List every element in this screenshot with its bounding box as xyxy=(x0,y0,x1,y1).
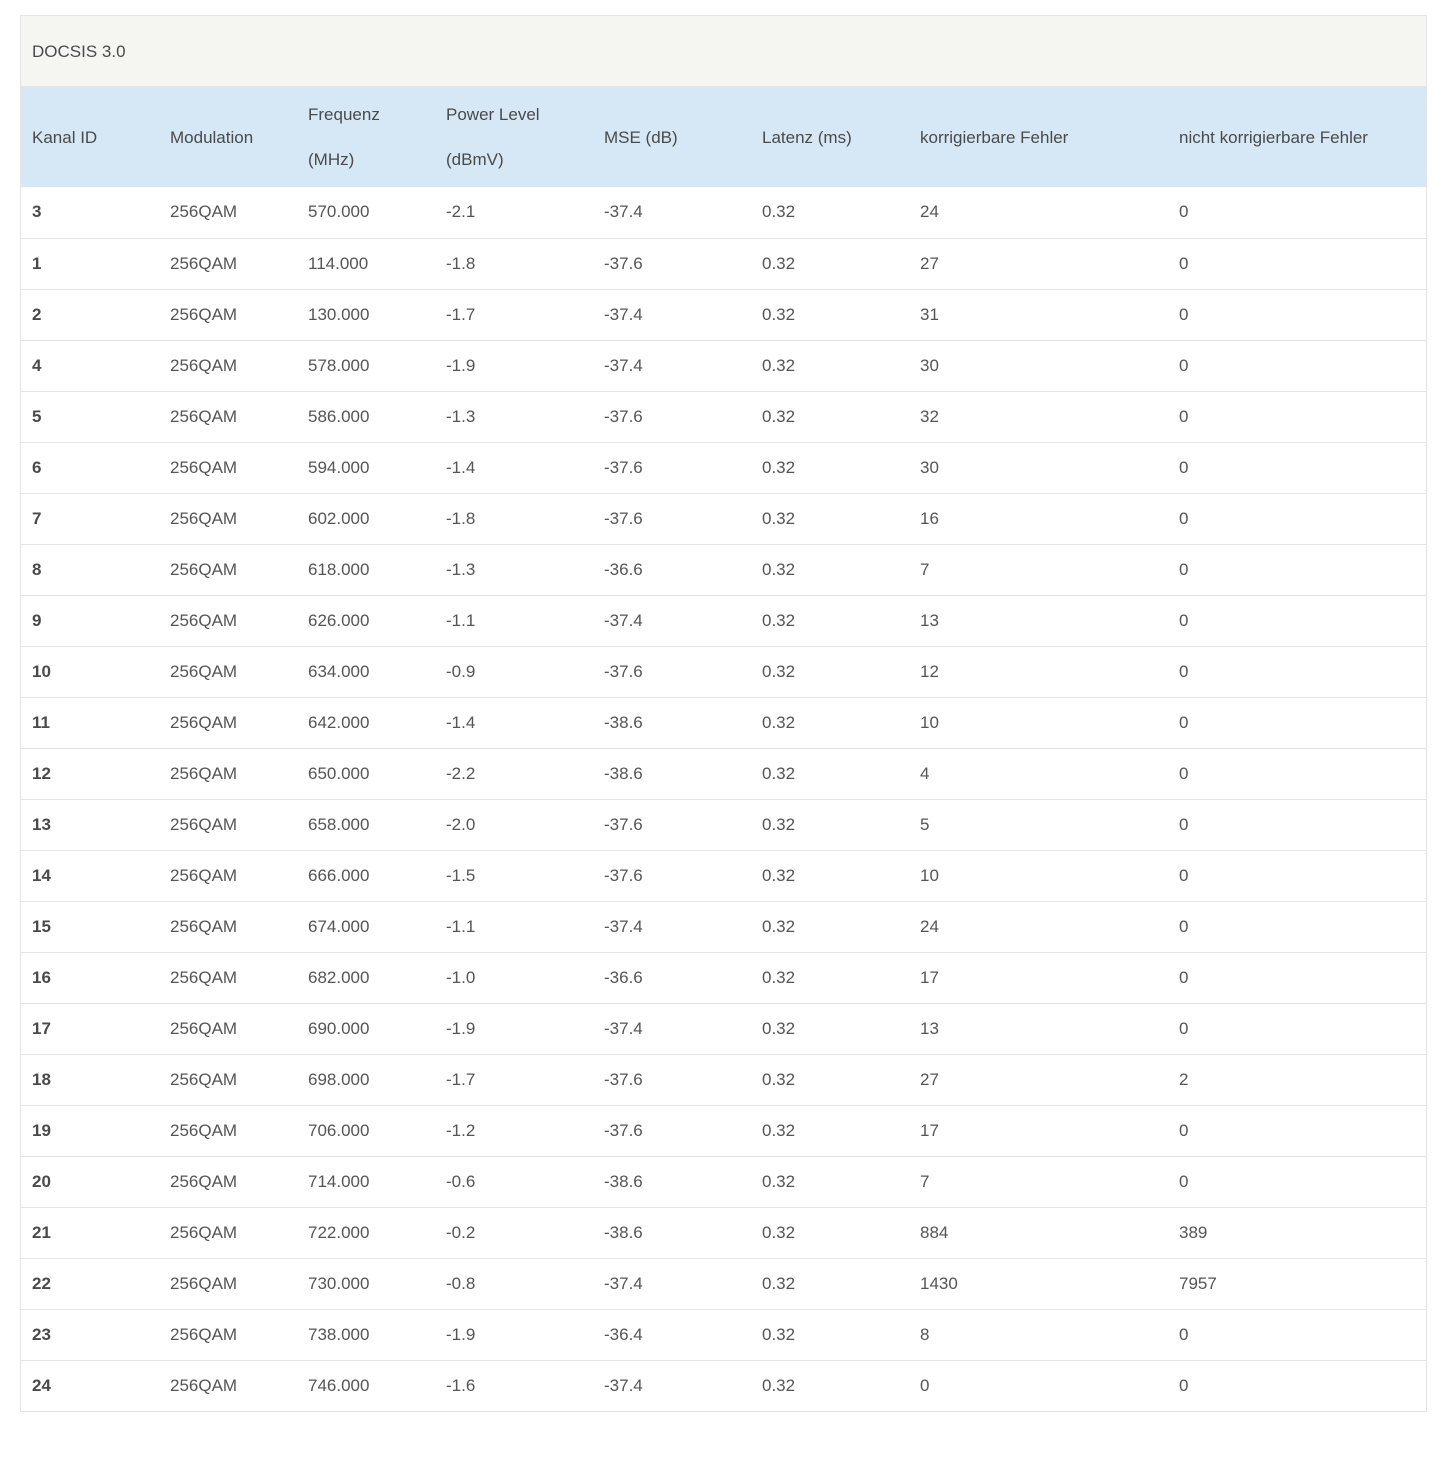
cell-latenz: 0.32 xyxy=(762,355,796,375)
cell-kanal-id: 15 xyxy=(32,916,51,936)
table-row xyxy=(21,952,1426,1003)
docsis-panel xyxy=(20,15,1427,1412)
cell-nicht-korrigierbare-fehler: 0 xyxy=(1179,967,1189,987)
cell-power-level: -1.5 xyxy=(446,865,476,885)
cell-power-level: -1.3 xyxy=(446,559,476,579)
cell-frequenz: 578.000 xyxy=(308,355,370,375)
table-row xyxy=(21,544,1426,595)
cell-korrigierbare-fehler: 31 xyxy=(920,304,939,324)
cell-kanal-id: 4 xyxy=(32,355,42,375)
cell-power-level: -1.6 xyxy=(446,1375,476,1395)
cell-modulation: 256QAM xyxy=(170,253,238,273)
table-row xyxy=(21,799,1426,850)
cell-mse: -37.6 xyxy=(604,1120,643,1140)
cell-mse: -38.6 xyxy=(604,1222,643,1242)
cell-korrigierbare-fehler: 4 xyxy=(920,763,930,783)
cell-power-level: -1.4 xyxy=(446,457,476,477)
cell-mse: -36.6 xyxy=(604,967,643,987)
cell-kanal-id: 16 xyxy=(32,967,51,987)
table-row xyxy=(21,1309,1426,1360)
cell-korrigierbare-fehler: 27 xyxy=(920,253,939,273)
cell-latenz: 0.32 xyxy=(762,814,796,834)
cell-power-level: -1.9 xyxy=(446,1324,476,1344)
table-row xyxy=(21,391,1426,442)
cell-frequenz: 706.000 xyxy=(308,1120,370,1140)
cell-nicht-korrigierbare-fehler: 0 xyxy=(1179,508,1189,528)
cell-modulation: 256QAM xyxy=(170,865,238,885)
cell-korrigierbare-fehler: 10 xyxy=(920,865,939,885)
cell-power-level: -2.2 xyxy=(446,763,476,783)
cell-frequenz: 674.000 xyxy=(308,916,370,936)
cell-nicht-korrigierbare-fehler: 0 xyxy=(1179,814,1189,834)
cell-power-level: -1.7 xyxy=(446,1069,476,1089)
cell-mse: -37.6 xyxy=(604,661,643,681)
cell-kanal-id: 11 xyxy=(32,712,50,732)
cell-nicht-korrigierbare-fehler: 0 xyxy=(1179,1171,1189,1191)
cell-mse: -38.6 xyxy=(604,1171,643,1191)
cell-power-level: -1.2 xyxy=(446,1120,476,1140)
cell-modulation: 256QAM xyxy=(170,1375,238,1395)
cell-nicht-korrigierbare-fehler: 0 xyxy=(1179,406,1189,426)
cell-latenz: 0.32 xyxy=(762,253,796,273)
cell-frequenz: 698.000 xyxy=(308,1069,370,1089)
cell-modulation: 256QAM xyxy=(170,355,238,375)
cell-mse: -36.4 xyxy=(604,1324,643,1344)
cell-korrigierbare-fehler: 1430 xyxy=(920,1273,958,1293)
cell-frequenz: 738.000 xyxy=(308,1324,370,1344)
cell-frequenz: 114.000 xyxy=(308,253,369,273)
cell-latenz: 0.32 xyxy=(762,508,796,528)
cell-latenz: 0.32 xyxy=(762,661,796,681)
cell-korrigierbare-fehler: 0 xyxy=(920,1375,930,1395)
table-row xyxy=(21,289,1426,340)
cell-mse: -37.6 xyxy=(604,406,643,426)
cell-latenz: 0.32 xyxy=(762,1324,796,1344)
header-nicht-korrigierbare-fehler: nicht korrigierbare Fehler xyxy=(1179,127,1368,147)
cell-latenz: 0.32 xyxy=(762,712,796,732)
cell-modulation: 256QAM xyxy=(170,1222,238,1242)
cell-modulation: 256QAM xyxy=(170,916,238,936)
cell-kanal-id: 21 xyxy=(32,1222,51,1242)
cell-power-level: -1.1 xyxy=(446,916,476,936)
cell-nicht-korrigierbare-fehler: 0 xyxy=(1179,865,1189,885)
cell-mse: -37.4 xyxy=(604,610,643,630)
cell-latenz: 0.32 xyxy=(762,1018,796,1038)
cell-kanal-id: 24 xyxy=(32,1375,51,1395)
cell-power-level: -2.0 xyxy=(446,814,476,834)
cell-power-level: -1.7 xyxy=(446,304,476,324)
cell-kanal-id: 5 xyxy=(32,406,42,426)
cell-nicht-korrigierbare-fehler: 0 xyxy=(1179,559,1189,579)
cell-kanal-id: 3 xyxy=(32,202,42,222)
cell-frequenz: 626.000 xyxy=(308,610,370,630)
cell-frequenz: 570.000 xyxy=(308,202,370,222)
cell-nicht-korrigierbare-fehler: 0 xyxy=(1179,1120,1189,1140)
cell-latenz: 0.32 xyxy=(762,1273,796,1293)
panel-title: DOCSIS 3.0 xyxy=(21,16,1426,87)
cell-frequenz: 634.000 xyxy=(308,661,370,681)
cell-latenz: 0.32 xyxy=(762,1069,796,1089)
cell-kanal-id: 8 xyxy=(32,559,42,579)
header-latenz: Latenz (ms) xyxy=(762,127,852,147)
table-row xyxy=(21,901,1426,952)
cell-power-level: -2.1 xyxy=(446,202,476,222)
cell-korrigierbare-fehler: 884 xyxy=(920,1222,949,1242)
cell-latenz: 0.32 xyxy=(762,916,796,936)
cell-modulation: 256QAM xyxy=(170,1120,238,1140)
cell-frequenz: 658.000 xyxy=(308,814,370,834)
cell-modulation: 256QAM xyxy=(170,1324,238,1344)
table-body xyxy=(21,187,1426,1411)
cell-mse: -37.4 xyxy=(604,355,643,375)
cell-mse: -38.6 xyxy=(604,763,643,783)
header-kanal-id: Kanal ID xyxy=(32,127,98,147)
cell-nicht-korrigierbare-fehler: 0 xyxy=(1179,916,1189,936)
cell-mse: -37.6 xyxy=(604,1069,643,1089)
cell-modulation: 256QAM xyxy=(170,814,238,834)
cell-korrigierbare-fehler: 12 xyxy=(920,661,939,681)
cell-nicht-korrigierbare-fehler: 0 xyxy=(1179,202,1189,222)
cell-korrigierbare-fehler: 24 xyxy=(920,202,939,222)
cell-kanal-id: 13 xyxy=(32,814,51,834)
cell-mse: -37.4 xyxy=(604,202,643,222)
cell-modulation: 256QAM xyxy=(170,712,238,732)
cell-power-level: -0.9 xyxy=(446,661,476,681)
cell-frequenz: 714.000 xyxy=(308,1171,370,1191)
table-row xyxy=(21,748,1426,799)
cell-kanal-id: 6 xyxy=(32,457,42,477)
cell-korrigierbare-fehler: 7 xyxy=(920,1171,930,1191)
table-row xyxy=(21,646,1426,697)
cell-modulation: 256QAM xyxy=(170,1018,238,1038)
cell-modulation: 256QAM xyxy=(170,1273,238,1293)
table-row xyxy=(21,187,1426,238)
cell-modulation: 256QAM xyxy=(170,763,238,783)
cell-kanal-id: 22 xyxy=(32,1273,51,1293)
cell-latenz: 0.32 xyxy=(762,202,796,222)
cell-latenz: 0.32 xyxy=(762,865,796,885)
cell-kanal-id: 20 xyxy=(32,1171,51,1191)
table-row xyxy=(21,238,1426,289)
cell-power-level: -0.6 xyxy=(446,1171,476,1191)
cell-frequenz: 722.000 xyxy=(308,1222,370,1242)
cell-mse: -37.6 xyxy=(604,814,643,834)
table-row xyxy=(21,697,1426,748)
table-row xyxy=(21,850,1426,901)
cell-modulation: 256QAM xyxy=(170,508,238,528)
cell-frequenz: 666.000 xyxy=(308,865,370,885)
cell-kanal-id: 2 xyxy=(32,304,42,324)
cell-power-level: -1.4 xyxy=(446,712,476,732)
cell-mse: -37.6 xyxy=(604,457,643,477)
table-row xyxy=(21,493,1426,544)
cell-korrigierbare-fehler: 30 xyxy=(920,457,939,477)
cell-modulation: 256QAM xyxy=(170,967,238,987)
cell-nicht-korrigierbare-fehler: 0 xyxy=(1179,610,1189,630)
cell-korrigierbare-fehler: 7 xyxy=(920,559,930,579)
cell-frequenz: 746.000 xyxy=(308,1375,370,1395)
cell-power-level: -1.3 xyxy=(446,406,476,426)
cell-latenz: 0.32 xyxy=(762,763,796,783)
cell-mse: -37.4 xyxy=(604,304,643,324)
cell-nicht-korrigierbare-fehler: 0 xyxy=(1179,304,1189,324)
cell-latenz: 0.32 xyxy=(762,610,796,630)
cell-power-level: -0.8 xyxy=(446,1273,476,1293)
cell-latenz: 0.32 xyxy=(762,967,796,987)
cell-nicht-korrigierbare-fehler: 2 xyxy=(1179,1069,1189,1089)
table-row xyxy=(21,1054,1426,1105)
cell-modulation: 256QAM xyxy=(170,610,238,630)
cell-mse: -37.6 xyxy=(604,508,643,528)
table-row xyxy=(21,1360,1426,1411)
cell-korrigierbare-fehler: 17 xyxy=(920,967,939,987)
cell-kanal-id: 12 xyxy=(32,763,51,783)
cell-frequenz: 650.000 xyxy=(308,763,370,783)
cell-latenz: 0.32 xyxy=(762,304,796,324)
table-row xyxy=(21,1105,1426,1156)
cell-kanal-id: 14 xyxy=(32,865,51,885)
cell-nicht-korrigierbare-fehler: 7957 xyxy=(1179,1273,1217,1293)
cell-nicht-korrigierbare-fehler: 0 xyxy=(1179,712,1189,732)
cell-nicht-korrigierbare-fehler: 0 xyxy=(1179,355,1189,375)
cell-kanal-id: 7 xyxy=(32,508,42,528)
table-row xyxy=(21,1207,1426,1258)
cell-kanal-id: 9 xyxy=(32,610,42,630)
cell-power-level: -1.8 xyxy=(446,253,476,273)
cell-korrigierbare-fehler: 13 xyxy=(920,610,939,630)
cell-modulation: 256QAM xyxy=(170,406,238,426)
cell-power-level: -1.0 xyxy=(446,967,476,987)
cell-korrigierbare-fehler: 13 xyxy=(920,1018,939,1038)
cell-latenz: 0.32 xyxy=(762,1222,796,1242)
cell-mse: -37.4 xyxy=(604,1375,643,1395)
cell-nicht-korrigierbare-fehler: 0 xyxy=(1179,457,1189,477)
cell-frequenz: 642.000 xyxy=(308,712,370,732)
cell-nicht-korrigierbare-fehler: 389 xyxy=(1179,1222,1208,1242)
cell-frequenz: 602.000 xyxy=(308,508,370,528)
cell-korrigierbare-fehler: 5 xyxy=(920,814,930,834)
cell-mse: -38.6 xyxy=(604,712,643,732)
table-header-row xyxy=(21,87,1426,187)
cell-latenz: 0.32 xyxy=(762,1120,796,1140)
cell-nicht-korrigierbare-fehler: 0 xyxy=(1179,661,1189,681)
cell-nicht-korrigierbare-fehler: 0 xyxy=(1179,1324,1189,1344)
cell-mse: -37.6 xyxy=(604,253,643,273)
cell-nicht-korrigierbare-fehler: 0 xyxy=(1179,763,1189,783)
channel-table xyxy=(21,87,1426,1411)
cell-frequenz: 690.000 xyxy=(308,1018,370,1038)
cell-power-level: -1.8 xyxy=(446,508,476,528)
cell-mse: -37.4 xyxy=(604,1018,643,1038)
header-frequenz: Frequenz (MHz) xyxy=(308,105,380,169)
cell-modulation: 256QAM xyxy=(170,202,238,222)
cell-kanal-id: 23 xyxy=(32,1324,51,1344)
table-row xyxy=(21,1258,1426,1309)
cell-power-level: -1.9 xyxy=(446,355,476,375)
cell-nicht-korrigierbare-fehler: 0 xyxy=(1179,1375,1189,1395)
cell-latenz: 0.32 xyxy=(762,559,796,579)
header-power-level: Power Level (dBmV) xyxy=(446,105,540,169)
cell-modulation: 256QAM xyxy=(170,1171,238,1191)
cell-latenz: 0.32 xyxy=(762,1171,796,1191)
cell-latenz: 0.32 xyxy=(762,1375,796,1395)
cell-korrigierbare-fehler: 32 xyxy=(920,406,939,426)
cell-nicht-korrigierbare-fehler: 0 xyxy=(1179,1018,1189,1038)
cell-modulation: 256QAM xyxy=(170,304,238,324)
table-row xyxy=(21,595,1426,646)
cell-power-level: -1.9 xyxy=(446,1018,476,1038)
cell-mse: -37.6 xyxy=(604,865,643,885)
cell-kanal-id: 17 xyxy=(32,1018,51,1038)
cell-frequenz: 730.000 xyxy=(308,1273,370,1293)
cell-modulation: 256QAM xyxy=(170,1069,238,1089)
cell-power-level: -0.2 xyxy=(446,1222,476,1242)
cell-mse: -36.6 xyxy=(604,559,643,579)
cell-frequenz: 594.000 xyxy=(308,457,370,477)
cell-korrigierbare-fehler: 8 xyxy=(920,1324,930,1344)
cell-korrigierbare-fehler: 10 xyxy=(920,712,939,732)
cell-korrigierbare-fehler: 17 xyxy=(920,1120,939,1140)
table-row xyxy=(21,1156,1426,1207)
table-row xyxy=(21,1003,1426,1054)
header-korrigierbare-fehler: korrigierbare Fehler xyxy=(920,127,1069,147)
cell-nicht-korrigierbare-fehler: 0 xyxy=(1179,253,1189,273)
cell-kanal-id: 10 xyxy=(32,661,51,681)
cell-modulation: 256QAM xyxy=(170,661,238,681)
cell-korrigierbare-fehler: 16 xyxy=(920,508,939,528)
cell-frequenz: 682.000 xyxy=(308,967,370,987)
cell-latenz: 0.32 xyxy=(762,457,796,477)
header-mse: MSE (dB) xyxy=(604,127,678,147)
cell-latenz: 0.32 xyxy=(762,406,796,426)
cell-korrigierbare-fehler: 30 xyxy=(920,355,939,375)
cell-power-level: -1.1 xyxy=(446,610,476,630)
cell-frequenz: 130.000 xyxy=(308,304,370,324)
table-row xyxy=(21,340,1426,391)
cell-modulation: 256QAM xyxy=(170,559,238,579)
cell-kanal-id: 19 xyxy=(32,1120,51,1140)
cell-korrigierbare-fehler: 27 xyxy=(920,1069,939,1089)
cell-modulation: 256QAM xyxy=(170,457,238,477)
table-row xyxy=(21,442,1426,493)
cell-mse: -37.4 xyxy=(604,1273,643,1293)
cell-kanal-id: 18 xyxy=(32,1069,51,1089)
cell-mse: -37.4 xyxy=(604,916,643,936)
cell-korrigierbare-fehler: 24 xyxy=(920,916,939,936)
cell-frequenz: 586.000 xyxy=(308,406,370,426)
cell-frequenz: 618.000 xyxy=(308,559,370,579)
header-modulation: Modulation xyxy=(170,127,254,147)
cell-kanal-id: 1 xyxy=(32,253,42,273)
